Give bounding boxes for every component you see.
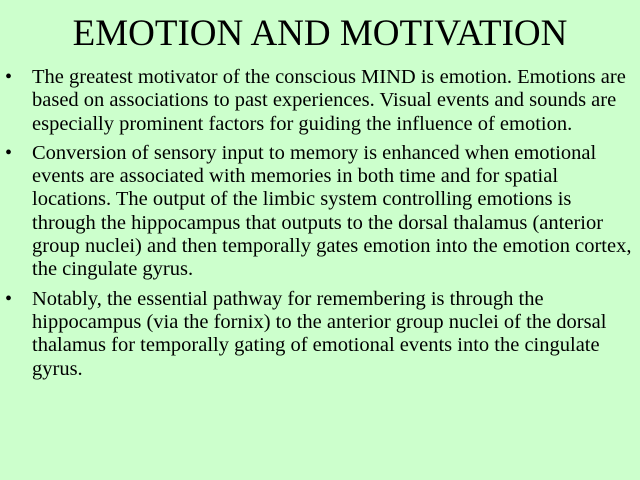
bullet-text-1: The greatest motivator of the conscious MIND is emotion. Emotions are based on associations to past experiences. Visual events and sounds are especially prominent factors for guiding the influence of emotion. — [32, 66, 626, 135]
bullet-list — [0, 66, 640, 387]
bullet-icon: • — [5, 141, 13, 164]
bullet-icon: • — [5, 287, 13, 310]
bullet-item-3 — [0, 288, 640, 381]
bullet-text-2: Conversion of sensory input to memory is enhanced when emotional events are associated with memories in both time and for spatial locations. The output of the limbic system controlling emotions is through the hippocampus that outputs to the dorsal thalamus (anterior group nuclei) and then temporally gates emotion into the emotion cortex, the cingulate gyrus. — [32, 141, 632, 281]
bullet-icon: • — [5, 66, 13, 88]
bullet-item-1 — [0, 66, 640, 136]
bullet-text-3: Notably, the essential pathway for remembering is through the hippocampus (via the fornix) to the anterior group nuclei of the dorsal thalamus for temporally gating of emotional events into the cingulate gyrus. — [32, 287, 607, 380]
bullet-item-2 — [0, 142, 640, 282]
slide-title: EMOTION AND MOTIVATION — [72, 13, 568, 54]
